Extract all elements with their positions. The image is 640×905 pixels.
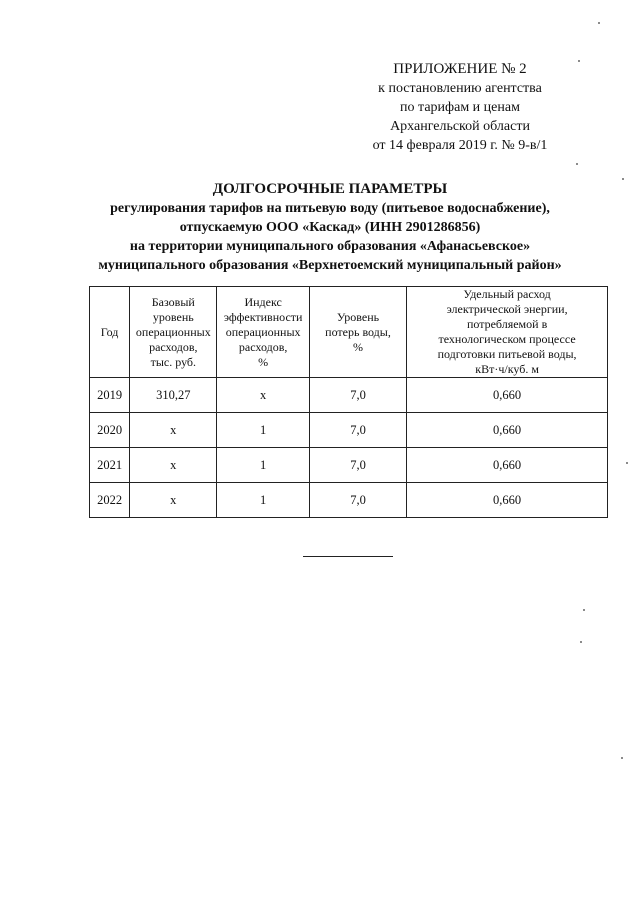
heading-line: отпускаемую ООО «Каскад» (ИНН 2901286856)	[179, 220, 481, 235]
table-row	[90, 413, 608, 448]
header-line: электрической энергии,	[446, 302, 568, 316]
header-line: подготовки питьевой воды,	[437, 347, 577, 361]
header-line: Индекс	[244, 294, 282, 309]
header-line: Базовый	[151, 294, 195, 309]
cell-base-level: х	[130, 483, 217, 518]
header-line: кВт·ч/куб. м	[475, 362, 539, 376]
appendix-line: к постановлению агентства	[378, 81, 542, 96]
cell-water-loss: 7,0	[309, 378, 406, 413]
document-heading	[40, 180, 620, 275]
header-base-level	[130, 287, 217, 378]
scan-speck	[576, 163, 578, 165]
cell-efficiency-index: 1	[217, 413, 309, 448]
cell-water-loss: 7,0	[309, 483, 406, 518]
header-line: потерь воды,	[325, 324, 391, 339]
header-line: %	[353, 339, 363, 354]
header-line: операционных	[135, 324, 211, 339]
scan-speck	[621, 757, 623, 759]
closing-rule-line	[303, 556, 393, 557]
header-line: потребляемой в	[466, 317, 548, 331]
header-line: расходов,	[238, 339, 288, 354]
cell-efficiency-index: 1	[217, 448, 309, 483]
header-line: %	[258, 354, 269, 369]
heading-line: на территории муниципального образования «Афанасьевское»	[129, 239, 531, 254]
cell-water-loss: 7,0	[309, 448, 406, 483]
cell-year: 2020	[90, 413, 130, 448]
heading-line: муниципального образования «Верхнетоемский муниципальный район»	[98, 258, 562, 273]
table-row	[90, 483, 608, 518]
cell-electricity: 0,660	[407, 413, 608, 448]
header-water-loss	[309, 287, 406, 378]
cell-base-level: 310,27	[130, 378, 217, 413]
appendix-line: по тарифам и ценам	[400, 100, 520, 115]
header-line: технологическом процессе	[438, 332, 576, 346]
scan-speck	[626, 462, 628, 464]
table-row	[90, 448, 608, 483]
header-efficiency-index	[217, 287, 309, 378]
cell-water-loss: 7,0	[309, 413, 406, 448]
header-line: тыс. руб.	[150, 354, 197, 369]
header-line: уровень	[152, 309, 194, 324]
cell-base-level: х	[130, 413, 217, 448]
cell-electricity: 0,660	[407, 448, 608, 483]
cell-electricity: 0,660	[407, 483, 608, 518]
cell-efficiency-index: 1	[217, 483, 309, 518]
header-line: эффективности	[223, 309, 303, 324]
header-line: Удельный расход	[463, 287, 551, 301]
scan-speck	[580, 641, 582, 643]
scan-speck	[578, 60, 580, 62]
cell-electricity: 0,660	[407, 378, 608, 413]
header-line: Уровень	[336, 309, 380, 324]
heading-line: регулирования тарифов на питьевую воду (питьевое водоснабжение),	[110, 201, 550, 216]
cell-efficiency-index: х	[217, 378, 309, 413]
header-electricity-consumption	[407, 287, 608, 378]
parameters-table	[89, 286, 608, 518]
header-line: расходов,	[149, 339, 198, 354]
cell-year: 2019	[90, 378, 130, 413]
appendix-title: ПРИЛОЖЕНИЕ № 2	[393, 61, 527, 77]
appendix-line: Архангельской области	[390, 119, 530, 134]
scan-speck	[583, 609, 585, 611]
table-row	[90, 378, 608, 413]
header-year: Год	[90, 287, 130, 378]
scan-speck	[622, 178, 624, 180]
scan-speck	[598, 22, 600, 24]
cell-year: 2022	[90, 483, 130, 518]
appendix-line: от 14 февраля 2019 г. № 9-в/1	[372, 138, 548, 153]
cell-base-level: х	[130, 448, 217, 483]
document-title: ДОЛГОСРОЧНЫЕ ПАРАМЕТРЫ	[212, 181, 448, 197]
table-header-row	[90, 287, 608, 378]
header-line: операционных	[225, 324, 301, 339]
cell-year: 2021	[90, 448, 130, 483]
appendix-header	[340, 60, 580, 155]
